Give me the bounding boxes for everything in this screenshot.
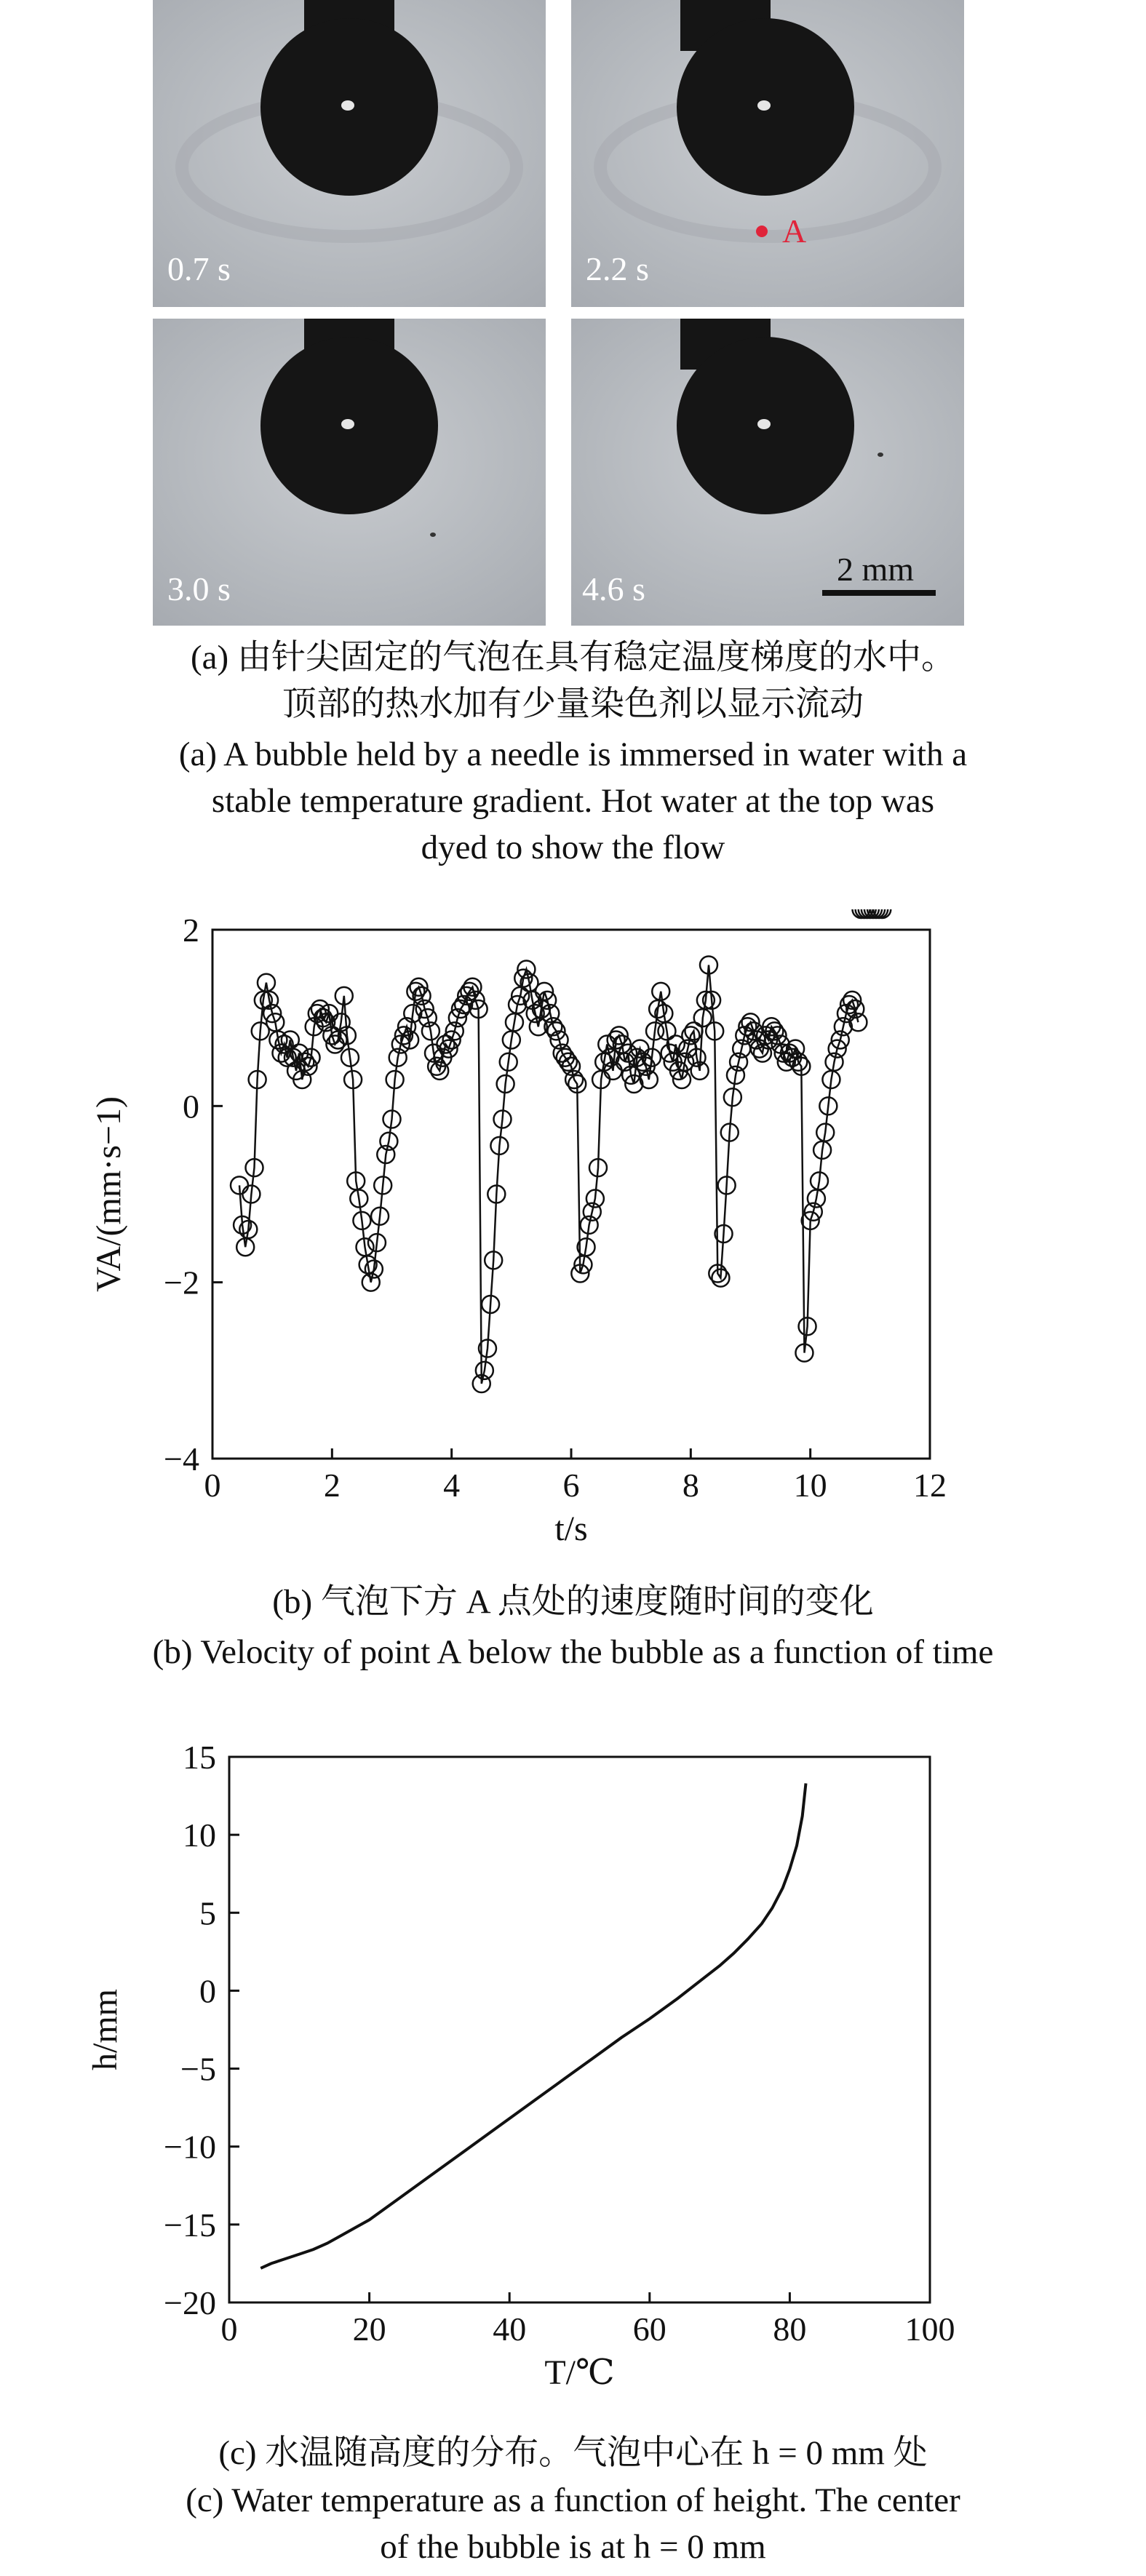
- point-a-label: A: [782, 212, 807, 250]
- photo-image: [571, 0, 964, 307]
- photo-frame-2: [571, 0, 964, 307]
- photo-image: [571, 319, 964, 626]
- y-tick-label: 0: [183, 1088, 199, 1125]
- caption-a-cn-line2: 顶部的热水加有少量染色剂以显示流动: [282, 685, 864, 723]
- y-tick-label: 0: [199, 1972, 216, 2010]
- y-tick-label: −4: [164, 1440, 199, 1478]
- y-tick-label: 5: [199, 1894, 216, 1932]
- photo-image: [153, 0, 546, 307]
- x-axis-label: T/℃: [544, 2353, 615, 2392]
- y-tick-label: 10: [183, 1817, 216, 1854]
- x-tick-label: 2: [323, 1467, 341, 1504]
- series-line: [260, 1783, 805, 2268]
- data-point: [849, 1013, 867, 1031]
- frame-time-label: 3.0 s: [167, 570, 231, 607]
- y-tick-label: −20: [164, 2284, 216, 2321]
- x-tick-label: 10: [793, 1467, 827, 1504]
- y-tick-label: 2: [183, 912, 199, 949]
- caption-c-cn: (c) 水温随高度的分布。气泡中心在 h = 0 mm 处: [218, 2434, 928, 2472]
- caption-a-en-line2: stable temperature gradient. Hot water at the top was: [211, 782, 935, 820]
- caption-b-en: (b) Velocity of point A below the bubble as a function of time: [152, 1633, 994, 1671]
- point-a-marker: [756, 226, 768, 237]
- caption-a-en-line3: dyed to show the flow: [421, 829, 725, 866]
- frame-time-label: 0.7 s: [167, 250, 231, 287]
- y-axis-label: VA/(mm·s−1): [89, 1096, 128, 1292]
- x-tick-label: 0: [220, 2310, 238, 2348]
- y-tick-label: 15: [183, 1739, 216, 1776]
- x-tick-label: 4: [443, 1467, 461, 1504]
- photo-frame-4: [571, 319, 964, 626]
- y-axis-label: h/mm: [86, 1988, 124, 2071]
- x-axis-label: t/s: [554, 1510, 588, 1548]
- y-tick-label: −10: [164, 2128, 216, 2166]
- x-tick-label: 6: [562, 1467, 580, 1504]
- x-tick-label: 60: [632, 2310, 666, 2348]
- photo-image: [153, 319, 546, 626]
- caption-a-cn-line1: (a) 由针尖固定的气泡在具有稳定温度梯度的水中。: [191, 639, 955, 677]
- frame-time-label: 2.2 s: [586, 250, 649, 287]
- x-tick-label: 0: [204, 1467, 221, 1504]
- caption-a-en-line1: (a) A bubble held by a needle is immersed in water with a: [178, 735, 968, 773]
- velocity-chart: [0, 909, 1146, 1579]
- y-tick-label: −2: [164, 1264, 199, 1301]
- photo-frame-1: [153, 0, 546, 307]
- photo-frame-3: [153, 319, 546, 626]
- y-tick-label: −15: [164, 2206, 216, 2244]
- x-tick-label: 100: [904, 2310, 955, 2348]
- caption-c-en-line1: (c) Water temperature as a function of height. The center: [186, 2481, 960, 2519]
- scale-bar-label: 2 mm: [837, 551, 915, 588]
- caption-c-en-line2: of the bubble is at h = 0 mm: [380, 2528, 766, 2566]
- x-tick-label: 12: [913, 1467, 947, 1504]
- frame-time-label: 4.6 s: [582, 570, 645, 607]
- y-tick-label: −5: [180, 2050, 216, 2088]
- temperature-chart: [0, 1739, 1146, 2415]
- x-tick-label: 80: [773, 2310, 807, 2348]
- caption-b-cn: (b) 气泡下方 A 点处的速度随时间的变化: [272, 1583, 874, 1621]
- scale-bar: [822, 590, 936, 596]
- x-tick-label: 8: [682, 1467, 699, 1504]
- plot-frame: [229, 1757, 930, 2302]
- x-tick-label: 40: [493, 2310, 527, 2348]
- x-tick-label: 20: [352, 2310, 386, 2348]
